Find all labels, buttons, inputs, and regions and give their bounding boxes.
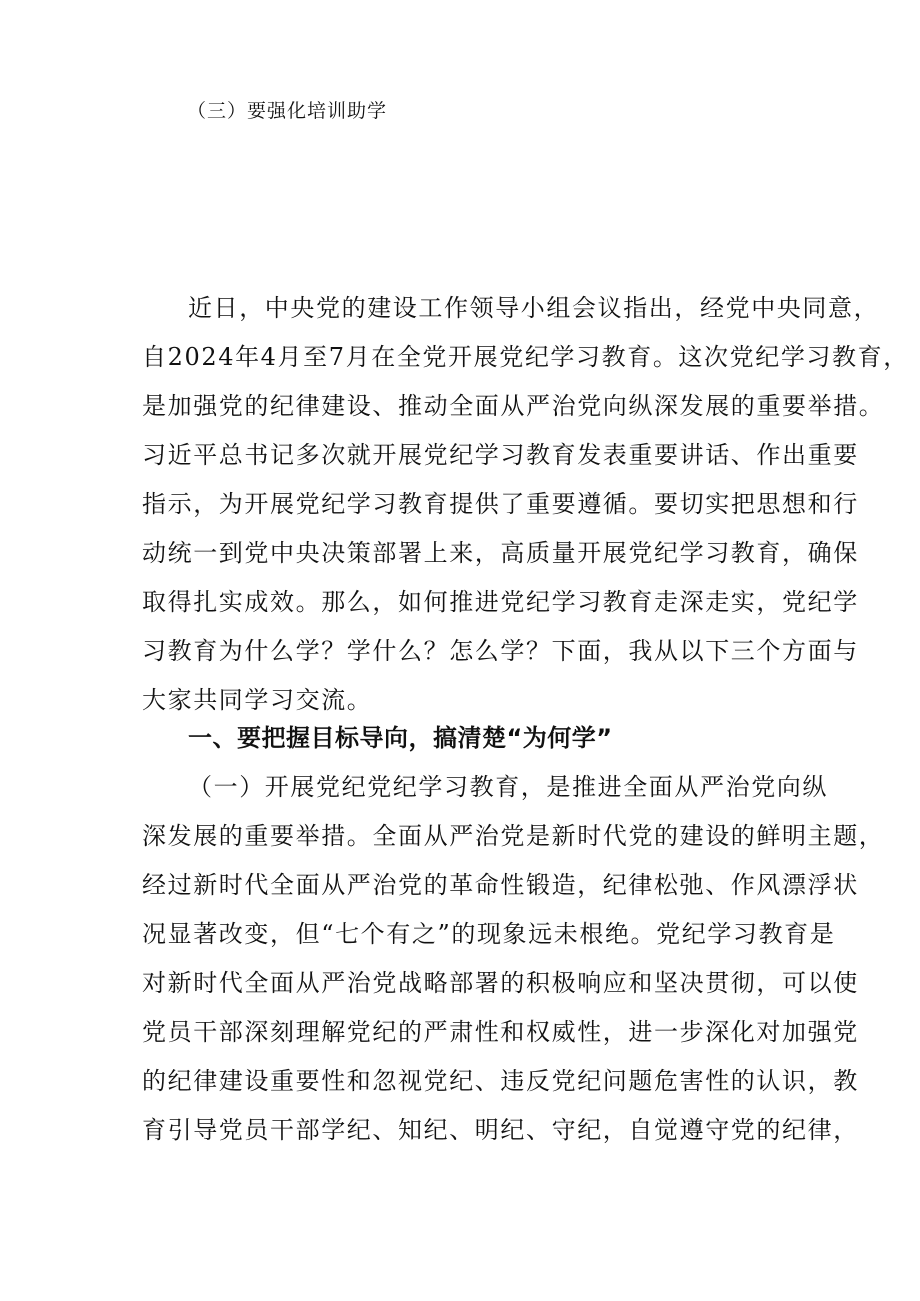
paragraph-line: 深发展的重要举措。全面从严治党是新时代党的建设的鲜明主题， <box>142 822 885 850</box>
paragraph-line: 的纪律建设重要性和忽视党纪、违反党纪问题危害性的认识，教 <box>142 1067 859 1095</box>
paragraph-line: 近日，中央党的建设工作领导小组会议指出，经党中央同意， <box>188 294 880 322</box>
paragraph-line: 育引导党员干部学纪、知纪、明纪、守纪，自觉遵守党的纪律， <box>142 1116 859 1144</box>
paragraph-section-1 <box>142 763 885 1155</box>
paragraph-line: 指示，为开展党纪学习教育提供了重要遵循。要切实把思想和行 <box>142 490 859 518</box>
paragraph-line: 经过新时代全面从严治党的革命性锻造，纪律松弛、作风漂浮状 <box>142 871 859 899</box>
section-heading: 一、要把握目标导向，搞清楚“为何学” <box>188 724 613 752</box>
paragraph-line: 自2024年4月至7月在全党开展党纪学习教育。这次党纪学习教育， <box>142 343 909 371</box>
subheading: （三）要强化培训助学 <box>187 100 388 122</box>
paragraph-line: 习教育为什么学？学什么？怎么学？下面，我从以下三个方面与 <box>142 637 859 665</box>
paragraph-line: 大家共同学习交流。 <box>142 686 373 714</box>
paragraph-line: 动统一到党中央决策部署上来，高质量开展党纪学习教育，确保 <box>142 539 859 567</box>
paragraph-line: 取得扎实成效。那么，如何推进党纪学习教育走深走实，党纪学 <box>142 588 859 616</box>
paragraph-intro <box>142 284 909 725</box>
paragraph-line: 对新时代全面从严治党战略部署的积极响应和坚决贯彻，可以使 <box>142 969 859 997</box>
paragraph-line: （一）开展党纪党纪学习教育，是推进全面从严治党向纵 <box>188 773 828 801</box>
paragraph-line: 习近平总书记多次就开展党纪学习教育发表重要讲话、作出重要 <box>142 441 859 469</box>
paragraph-line: 是加强党的纪律建设、推动全面从严治党向纵深发展的重要举措。 <box>142 392 885 420</box>
paragraph-line: 党员干部深刻理解党纪的严肃性和权威性，进一步深化对加强党 <box>142 1018 859 1046</box>
paragraph-line: 况显著改变，但“七个有之”的现象远未根绝。党纪学习教育是 <box>142 920 836 948</box>
